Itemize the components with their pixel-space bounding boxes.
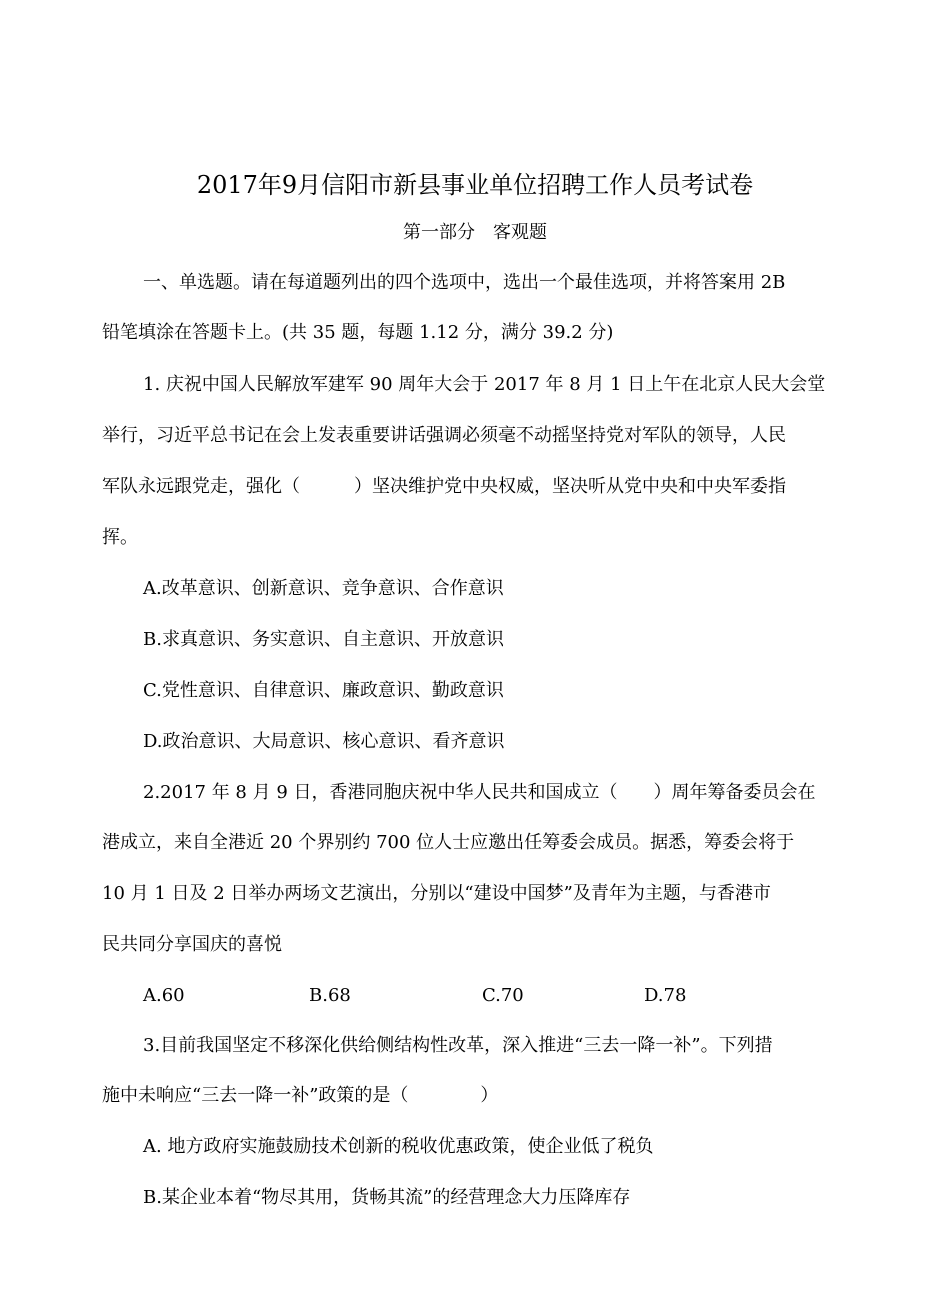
instructions-line-1: 一、单选题。请在每道题列出的四个选项中，选出一个最佳选项，并将答案用 2B	[143, 272, 786, 293]
question-3-line-1: 3.目前我国坚定不移深化供给侧结构性改革，深入推进“三去一降一补”。下列措	[143, 1035, 773, 1056]
question-3-option-b: B.某企业本着“物尽其用，货畅其流”的经营理念大力压降库存	[143, 1187, 631, 1208]
question-2-option-a: A.60	[143, 985, 185, 1006]
question-2-option-c: C.70	[482, 985, 524, 1006]
question-1-option-d: D.政治意识、大局意识、核心意识、看齐意识	[143, 731, 505, 752]
question-3-option-a: A. 地方政府实施鼓励技术创新的税收优惠政策，使企业低了税负	[143, 1136, 654, 1157]
section-subtitle: 第一部分 客观题	[403, 222, 547, 243]
question-1-option-a: A.改革意识、创新意识、竞争意识、合作意识	[143, 578, 504, 599]
question-1-line-3: 军队永远跟党走，强化（ ）坚决维护党中央权威，坚决听从党中央和中央军委指	[102, 476, 786, 497]
question-1-line-2: 举行，习近平总书记在会上发表重要讲话强调必须毫不动摇坚持党对军队的领导，人民	[102, 425, 786, 446]
question-1-option-c: C.党性意识、自律意识、廉政意识、勤政意识	[143, 680, 504, 701]
question-2-line-1: 2.2017 年 8 月 9 日，香港同胞庆祝中华人民共和国成立（ ）周年筹备委员会在	[143, 782, 816, 803]
question-3-line-2: 施中未响应“三去一降一补”政策的是（ ）	[102, 1085, 499, 1106]
question-2-option-d: D.78	[644, 985, 687, 1006]
question-1-line-4: 挥。	[102, 527, 138, 548]
question-2-option-b: B.68	[309, 985, 351, 1006]
question-2-line-3: 10 月 1 日及 2 日举办两场文艺演出，分别以“建设中国梦”及青年为主题，与香港市	[102, 883, 771, 904]
question-1-line-1: 1. 庆祝中国人民解放军建军 90 周年大会于 2017 年 8 月 1 日上午在北京人民大会堂	[143, 374, 826, 395]
question-1-option-b: B.求真意识、务实意识、自主意识、开放意识	[143, 629, 504, 650]
instructions-line-2: 铅笔填涂在答题卡上。(共 35 题，每题 1.12 分，满分 39.2 分)	[102, 322, 614, 343]
question-2-line-2: 港成立，来自全港近 20 个界别约 700 位人士应邀出任筹委会成员。据悉，筹委会将于	[102, 832, 795, 853]
page-title: 2017年9月信阳市新县事业单位招聘工作人员考试卷	[196, 171, 754, 199]
question-2-line-4: 民共同分享国庆的喜悦	[102, 934, 282, 955]
